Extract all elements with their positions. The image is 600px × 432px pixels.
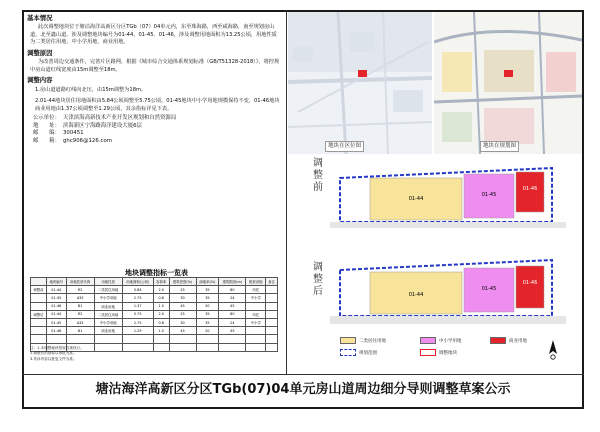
table-cell: 5.84 — [122, 286, 153, 294]
before-plot-label-2: 01-45 — [481, 192, 497, 198]
table-cell: 25 — [169, 310, 196, 318]
intro-heading: 基本情况 — [27, 14, 53, 22]
table-cell: 24 — [219, 294, 246, 302]
table-header-cell: 建筑限高(m) — [219, 278, 246, 286]
table-cell: 中小学 — [246, 294, 266, 302]
table-cell: 20 — [196, 302, 219, 310]
table-cell: 2.0 — [153, 310, 169, 318]
after-plot-label-3: 01-46 — [522, 280, 538, 286]
table-cell — [31, 294, 47, 302]
table-cell — [153, 335, 169, 343]
table-cell: 01-45 — [46, 294, 66, 302]
table-header-cell: 用地性质代码 — [66, 278, 94, 286]
org-label: 公示单位： — [33, 115, 60, 122]
table-cell: 1.5 — [153, 302, 169, 310]
table-cell: 幼托 — [246, 286, 266, 294]
table-cell: 35 — [196, 294, 219, 302]
table-cell: 5.75 — [122, 310, 153, 318]
table-cell: 2.0 — [153, 286, 169, 294]
table-header-row — [31, 278, 278, 286]
table-cell: 2.75 — [122, 318, 153, 326]
before-side-label: 调 整 前 — [313, 158, 323, 193]
contact-block — [33, 115, 283, 145]
reason-heading: 调整原因 — [27, 48, 53, 57]
legend-school: 中小学用地 — [420, 337, 462, 344]
org-value: 天津滨海高新技术产业开发区规划和自然资源局 — [63, 115, 177, 122]
addr-value: 滨海新区宁海路海洋建设大厦6层 — [63, 122, 142, 129]
table-cell — [266, 318, 278, 326]
location-map — [288, 12, 432, 154]
table-cell — [266, 335, 278, 343]
table-cell — [246, 343, 266, 351]
table-cell — [31, 327, 47, 335]
table-row — [31, 318, 278, 326]
note-3: 3.具体内容以批复文件为准。 — [30, 356, 77, 361]
location-map-label: 地块在区位图 — [325, 141, 364, 152]
plan-before-diagram — [330, 160, 566, 240]
table-cell — [46, 335, 66, 343]
table-cell — [219, 343, 246, 351]
table-cell: 中小学用地 — [94, 294, 122, 302]
table-cell — [94, 335, 122, 343]
table-cell: 20 — [196, 327, 219, 335]
table-cell: 25 — [169, 286, 196, 294]
table-row — [31, 294, 278, 302]
change-item-2: 2.01-44地块居住用地面积由5.84公顷调整至5.75公顷，01-45地块中小学用地规模保持不变，01-46地块商业用地由1.37公顷调整至1.29公顷，其余指标详见下表。 — [35, 98, 280, 112]
table-cell — [266, 302, 278, 310]
before-plot-label-3: 01-46 — [522, 186, 538, 192]
table-header-cell: 容积率 — [153, 278, 169, 286]
table-cell: 1.37 — [122, 302, 153, 310]
table-header-cell: 地块编号 — [46, 278, 66, 286]
plan-map-label: 地块在规划图 — [480, 141, 519, 152]
reason-text: 为改善周边交通条件，完善片区路网，根据《城市综合交通体系规划标准（GB/T51328-2018）》，将控规中房山道红线宽度由15m调整至18m。 — [30, 59, 280, 73]
table-cell — [66, 335, 94, 343]
addr-label: 地 址： — [33, 122, 60, 129]
changes-heading: 调整内容 — [27, 76, 53, 85]
table-row — [31, 335, 278, 343]
table-cell — [153, 343, 169, 351]
table-cell: 调整前 — [31, 286, 47, 294]
table-cell: 24 — [219, 318, 246, 326]
table-cell — [246, 302, 266, 310]
table-cell — [169, 335, 196, 343]
table-header-cell: 绿地率(%) — [196, 278, 219, 286]
plan-after-diagram — [330, 256, 566, 336]
table-cell — [122, 343, 153, 351]
table-cell: 80 — [219, 310, 246, 318]
table-cell: 商业用地 — [94, 302, 122, 310]
table-cell — [169, 343, 196, 351]
change-item-1: 1.房山道道路红线向北压，由15m调整为18m。 — [35, 86, 147, 93]
table-cell: 中小学用地 — [94, 318, 122, 326]
table-row — [31, 286, 278, 294]
after-plot-commercial — [516, 266, 544, 308]
table-cell: 35 — [196, 310, 219, 318]
table-cell — [196, 335, 219, 343]
table-header-cell: 用地面积(公顷) — [122, 278, 153, 286]
zip-value: 300451 — [63, 130, 84, 137]
table-cell — [122, 335, 153, 343]
table-header-cell: 用地性质 — [94, 278, 122, 286]
table-cell: 1.29 — [122, 327, 153, 335]
table-cell — [31, 335, 47, 343]
vertical-divider — [286, 10, 287, 375]
table-cell: 0.8 — [153, 318, 169, 326]
indicator-table — [30, 277, 278, 352]
table-cell: 45 — [219, 302, 246, 310]
table-cell — [266, 310, 278, 318]
table-cell — [219, 335, 246, 343]
table-cell: 中小学 — [246, 318, 266, 326]
table-cell: 0.8 — [153, 294, 169, 302]
after-side-label: 调 整 后 — [313, 262, 323, 297]
table-row — [31, 302, 278, 310]
table-cell: R2 — [66, 286, 94, 294]
plan-map — [434, 12, 582, 154]
table-header-cell: 配套设施 — [246, 278, 266, 286]
table-cell — [246, 327, 266, 335]
table-cell: 调整后 — [31, 310, 47, 318]
table-cell: 01-46 — [46, 302, 66, 310]
table-cell: 幼托 — [246, 310, 266, 318]
table-cell — [266, 294, 278, 302]
table-cell: A33 — [66, 294, 94, 302]
table-cell: B1 — [66, 302, 94, 310]
table-cell: 二类居住用地 — [94, 286, 122, 294]
table-cell — [31, 318, 47, 326]
table-cell — [266, 286, 278, 294]
table-cell: 45 — [219, 327, 246, 335]
table-cell: 35 — [196, 286, 219, 294]
table-cell — [266, 327, 278, 335]
table-cell: B1 — [66, 327, 94, 335]
text-column — [25, 12, 283, 145]
table-cell — [31, 302, 47, 310]
table-row — [31, 327, 278, 335]
table-cell: 二类居住用地 — [94, 310, 122, 318]
table-cell — [94, 343, 122, 351]
table-cell: 35 — [196, 318, 219, 326]
before-plot-label-1: 01-44 — [408, 196, 424, 202]
after-plot-label-1: 01-44 — [408, 292, 424, 298]
zip-label: 邮 编： — [33, 130, 60, 137]
before-plot-commercial — [516, 172, 544, 212]
table-cell: 1.5 — [153, 327, 169, 335]
table-cell: 01-45 — [46, 318, 66, 326]
table-cell: 01-46 — [46, 327, 66, 335]
table-cell: 80 — [219, 286, 246, 294]
table-cell: 2.75 — [122, 294, 153, 302]
table-cell: A33 — [66, 318, 94, 326]
table-header-cell — [31, 278, 47, 286]
intro-text: 此次调整地块位于塘沽海洋高新区分区TGb（07）04单元内，东至珠海路，西至咸海路，南至规划房山道，北至鑫山道。涉及调整地块编号为01-44、01-45、01-46，涉及调整用地面积为13.25公顷，用地性质为二类居住用地、中小学用地、商业用地。 — [30, 24, 277, 46]
table-cell — [246, 335, 266, 343]
table-header-cell: 备注 — [266, 278, 278, 286]
table-header-cell: 建筑密度(%) — [169, 278, 196, 286]
note-2: 2.调整后的指标以审批为准。 — [30, 351, 77, 356]
table-cell — [266, 343, 278, 351]
horizontal-divider — [22, 374, 584, 375]
table-title: 地块调整指标一览表 — [125, 269, 188, 277]
north-arrow-icon — [548, 340, 558, 360]
table-cell — [196, 343, 219, 351]
legend-boundary: 规划范围 — [340, 349, 377, 356]
email-value[interactable]: ghc906@126.com — [63, 137, 112, 144]
table-cell: R2 — [66, 310, 94, 318]
legend-residential: 二类居住用地 — [340, 337, 386, 344]
table-cell: 30 — [169, 294, 196, 302]
table-cell: 45 — [169, 327, 196, 335]
table-cell: 01-44 — [46, 310, 66, 318]
table-cell: 01-44 — [46, 286, 66, 294]
legend-commercial: 商业用地 — [490, 337, 527, 344]
table-notes — [30, 346, 84, 362]
email-label: 邮 箱： — [33, 137, 60, 144]
after-plot-label-2: 01-45 — [481, 286, 497, 292]
table-row — [31, 310, 278, 318]
table-cell: 45 — [169, 302, 196, 310]
legend-adjusted: 调整地块 — [420, 349, 457, 356]
table-cell: 30 — [169, 318, 196, 326]
note-1: 注：1.未调整地块按原控规执行。 — [30, 346, 84, 350]
table-cell: 商业用地 — [94, 327, 122, 335]
page-title: 塘沽海洋高新区分区TGb(07)04单元房山道周边细分导则调整草案公示 — [95, 382, 511, 397]
